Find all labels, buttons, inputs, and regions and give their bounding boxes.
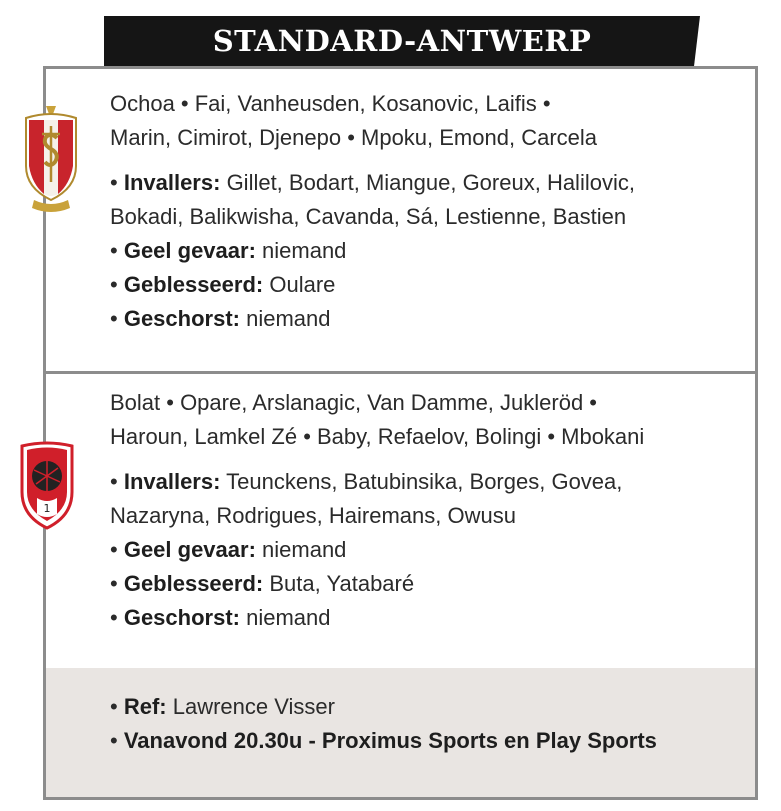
subs-value: Gillet, Bodart, Miangue, Goreux, Halilovic,: [226, 170, 635, 195]
lineup-line: Bolat • Opare, Arslanagic, Van Damme, Juklerӧd •: [110, 390, 597, 415]
lineup-line: Marin, Cimirot, Djenepo • Mpoku, Emond, Carcela: [110, 125, 597, 150]
suspended-row: • Geschorst: niemand: [110, 605, 331, 630]
broadcast-row: • Vanavond 20.30u - Proximus Sports en Play Sports: [110, 728, 657, 753]
suspended-label: Geschorst:: [123, 605, 240, 630]
yellow-risk-value: niemand: [262, 537, 347, 562]
injured-row: • Geblesseerd: Oulare: [110, 272, 336, 297]
injured-label: Geblesseerd:: [123, 272, 264, 297]
yellow-risk-label: Geel gevaar:: [123, 537, 256, 562]
match-info-section: [46, 668, 755, 797]
suspended-label: Geschorst:: [123, 306, 240, 331]
yellow-risk-row: • Geel gevaar: niemand: [110, 238, 347, 263]
suspended-value: niemand: [246, 605, 331, 630]
lineup-line: Ochoa • Fai, Vanheusden, Kosanovic, Laifis •: [110, 91, 551, 116]
suspended-value: niemand: [246, 306, 331, 331]
page-title: STANDARD-ANTWERP: [212, 24, 592, 58]
subs-continued: Nazaryna, Rodrigues, Hairemans, Owusu: [110, 503, 516, 528]
lineup-line: Haroun, Lamkel Zé • Baby, Refaelov, Bolingi • Mbokani: [110, 424, 645, 449]
referee-label: Ref:: [123, 694, 167, 719]
suspended-row: • Geschorst: niemand: [110, 306, 331, 331]
standard-liege-crest-icon: [20, 104, 82, 216]
broadcast-info: Vanavond 20.30u - Proximus Sports en Play Sports: [123, 728, 657, 753]
injured-value: Buta, Yatabaré: [269, 571, 415, 596]
referee-value: Lawrence Visser: [172, 694, 335, 719]
subs-value: Teunckens, Batubinsika, Borges, Govea,: [226, 469, 623, 494]
subs-continued: Bokadi, Balikwisha, Cavanda, Sá, Lestienne, Bastien: [110, 204, 627, 229]
yellow-risk-row: • Geel gevaar: niemand: [110, 537, 347, 562]
subs-row: • Invallers: Gillet, Bodart, Miangue, Goreux, Halilovic,: [110, 170, 635, 195]
referee-row: • Ref: Lawrence Visser: [110, 694, 335, 719]
injured-label: Geblesseerd:: [123, 571, 264, 596]
subs-label: Invallers:: [123, 469, 221, 494]
yellow-risk-label: Geel gevaar:: [123, 238, 256, 263]
subs-row: • Invallers: Teunckens, Batubinsika, Borges, Govea,: [110, 469, 623, 494]
crest-number: 1: [43, 502, 51, 515]
lineup: [110, 87, 745, 155]
yellow-risk-value: niemand: [262, 238, 347, 263]
antwerp-crest-icon: [18, 440, 76, 532]
subs-label: Invallers:: [123, 170, 221, 195]
lineup: [110, 386, 745, 454]
injured-row: • Geblesseerd: Buta, Yatabaré: [110, 571, 415, 596]
team-section-antwerp: [43, 371, 755, 671]
match-preview-box: [43, 66, 758, 800]
injured-value: Oulare: [269, 272, 336, 297]
team-section-standard: [46, 69, 755, 368]
